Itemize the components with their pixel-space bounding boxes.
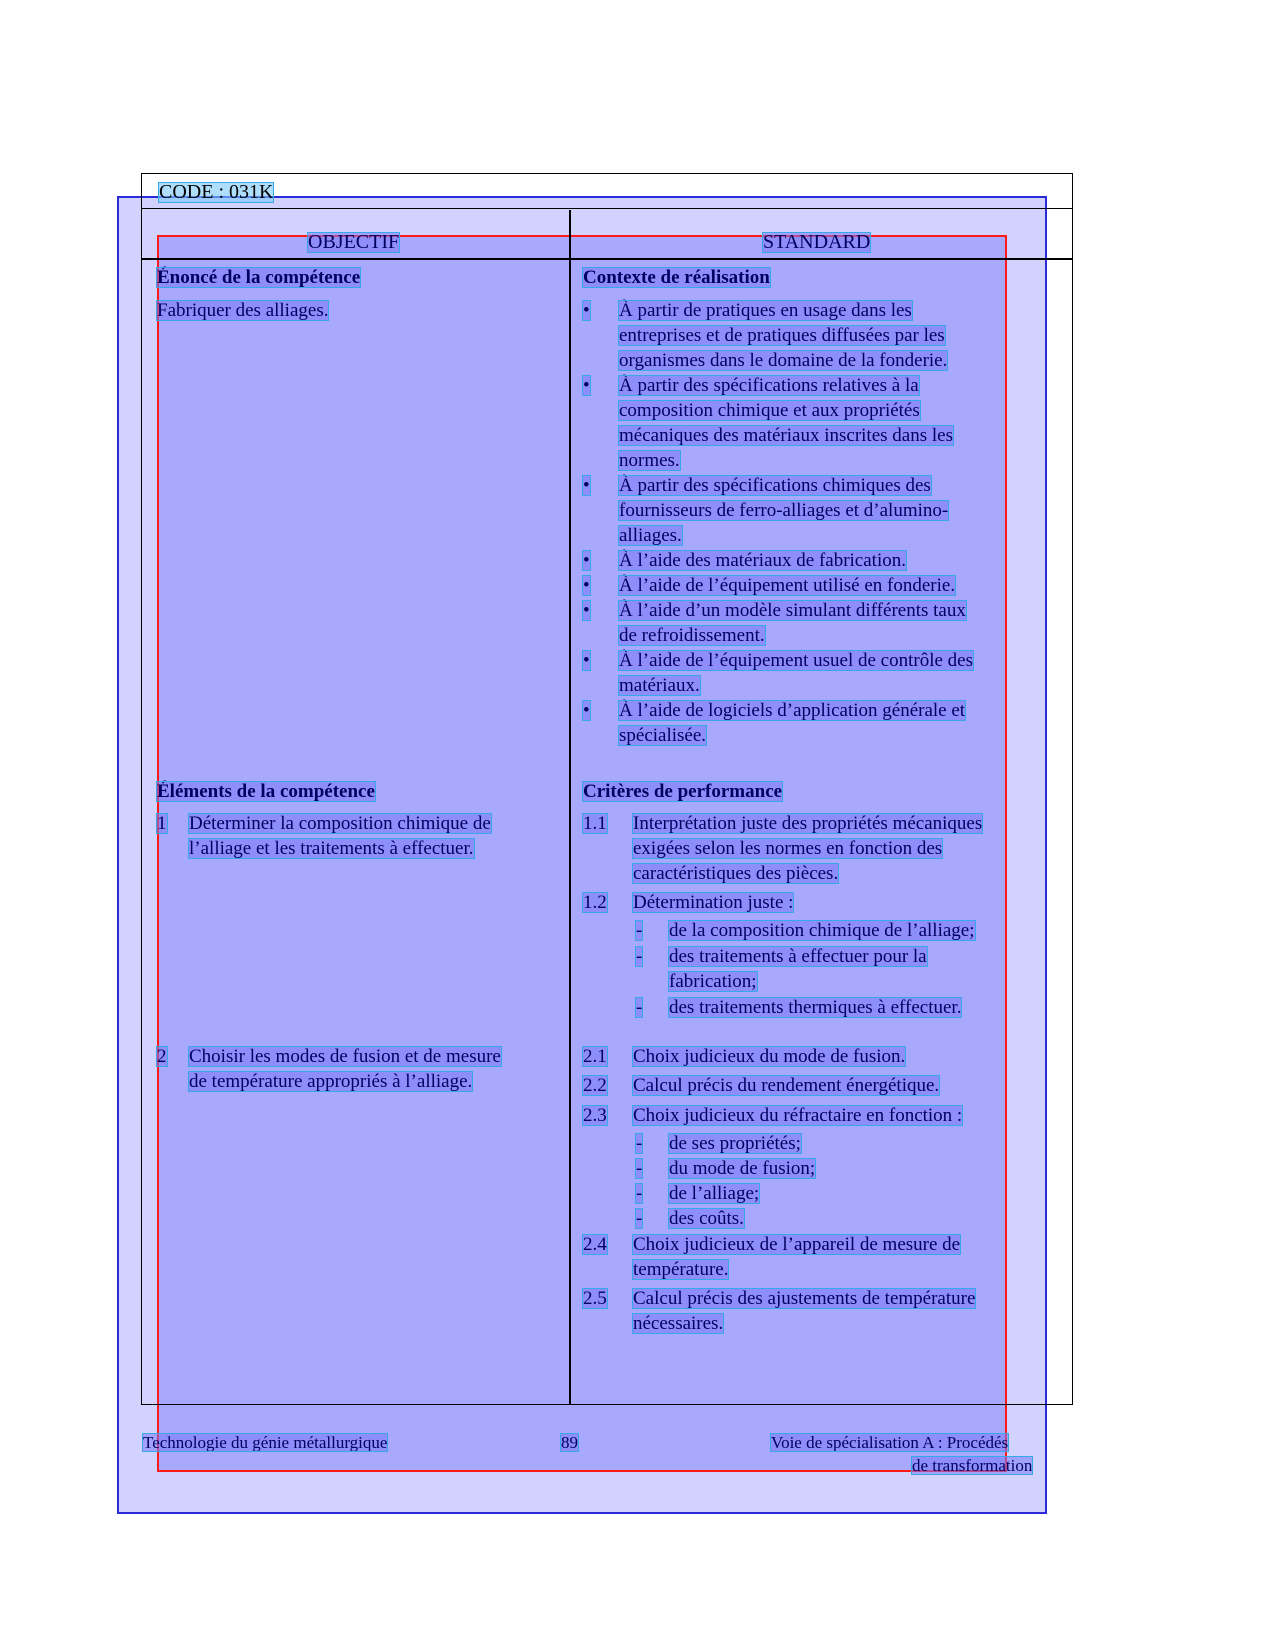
element-line: Déterminer la composition chimique de bbox=[189, 813, 491, 834]
footer-left: Technologie du génie métallurgique bbox=[143, 1433, 388, 1452]
column-header-objectif: OBJECTIF bbox=[308, 231, 400, 253]
context-line: À partir de pratiques en usage dans les bbox=[619, 300, 912, 321]
sub-criterion-line: de l’alliage; bbox=[669, 1183, 760, 1204]
criterion-line: exigées selon les normes en fonction des bbox=[633, 838, 943, 859]
context-line: mécaniques des matériaux inscrites dans les bbox=[619, 425, 953, 446]
code-divider bbox=[141, 208, 1073, 209]
context-line: À l’aide d’un modèle simulant différents taux bbox=[619, 600, 966, 621]
bullet-marker: • bbox=[583, 650, 590, 671]
context-line: entreprises et de pratiques diffusées par les bbox=[619, 325, 945, 346]
context-line: fournisseurs de ferro-alliages et d’alumino- bbox=[619, 500, 949, 521]
section-title-elements: Éléments de la compétence bbox=[157, 781, 375, 802]
sub-criterion-line: des traitements à effectuer pour la bbox=[669, 946, 927, 967]
criterion-number: 2.1 bbox=[583, 1046, 607, 1067]
criterion-number: 2.3 bbox=[583, 1105, 607, 1126]
dash-marker: - bbox=[636, 1208, 643, 1229]
criterion-number: 1.1 bbox=[583, 813, 607, 834]
context-line: À l’aide de logiciels d’application générale et bbox=[619, 700, 966, 721]
criterion-line: Choix judicieux du mode de fusion. bbox=[633, 1046, 906, 1067]
criterion-line: nécessaires. bbox=[633, 1313, 724, 1334]
bullet-marker: • bbox=[583, 475, 590, 496]
dash-marker: - bbox=[636, 1133, 643, 1154]
criterion-line: Détermination juste : bbox=[633, 892, 794, 913]
criterion-line: Choix judicieux de l’appareil de mesure de bbox=[633, 1234, 961, 1255]
context-line: composition chimique et aux propriétés bbox=[619, 400, 920, 421]
context-line: À l’aide des matériaux de fabrication. bbox=[619, 550, 906, 571]
element-line: de température appropriés à l’alliage. bbox=[189, 1071, 473, 1092]
context-line: matériaux. bbox=[619, 675, 700, 696]
footer-right-line1: Voie de spécialisation A : Procédés bbox=[771, 1433, 1009, 1452]
section-title-criteres: Critères de performance bbox=[583, 781, 783, 802]
document-code: CODE : 031K bbox=[159, 181, 274, 203]
context-line: À partir des spécifications chimiques des bbox=[619, 475, 931, 496]
section-title-enonce: Énoncé de la compétence bbox=[157, 267, 361, 288]
criterion-number: 2.4 bbox=[583, 1234, 607, 1255]
criterion-line: Calcul précis du rendement énergétique. bbox=[633, 1075, 940, 1096]
bullet-marker: • bbox=[583, 575, 590, 596]
bullet-marker: • bbox=[583, 700, 590, 721]
sub-criterion-line: fabrication; bbox=[669, 971, 757, 992]
competence-statement: Fabriquer des alliages. bbox=[157, 300, 329, 321]
sub-criterion-line: des traitements thermiques à effectuer. bbox=[669, 997, 962, 1018]
page-number: 89 bbox=[561, 1433, 578, 1452]
dash-marker: - bbox=[636, 1183, 643, 1204]
dash-marker: - bbox=[636, 997, 643, 1018]
column-header-standard: STANDARD bbox=[763, 231, 871, 253]
context-line: À l’aide de l’équipement utilisé en fonderie. bbox=[619, 575, 956, 596]
context-line: spécialisée. bbox=[619, 725, 707, 746]
bullet-marker: • bbox=[583, 550, 590, 571]
sub-criterion-line: des coûts. bbox=[669, 1208, 744, 1229]
element-number: 2 bbox=[157, 1046, 167, 1067]
footer-right-line2: de transformation bbox=[912, 1456, 1033, 1475]
context-line: À l’aide de l’équipement usuel de contrôle des bbox=[619, 650, 974, 671]
element-number: 1 bbox=[157, 813, 167, 834]
context-line: de refroidissement. bbox=[619, 625, 765, 646]
criterion-line: Interprétation juste des propriétés mécaniques bbox=[633, 813, 983, 834]
section-title-contexte: Contexte de réalisation bbox=[583, 267, 770, 288]
sub-criterion-line: de la composition chimique de l’alliage; bbox=[669, 920, 975, 941]
header-divider bbox=[141, 258, 1073, 260]
element-line: Choisir les modes de fusion et de mesure bbox=[189, 1046, 501, 1067]
criterion-line: Choix judicieux du réfractaire en fonction : bbox=[633, 1105, 963, 1126]
criterion-number: 2.2 bbox=[583, 1075, 607, 1096]
criterion-line: température. bbox=[633, 1259, 729, 1280]
context-line: À partir des spécifications relatives à la bbox=[619, 375, 919, 396]
criterion-number: 2.5 bbox=[583, 1288, 607, 1309]
bullet-marker: • bbox=[583, 375, 590, 396]
dash-marker: - bbox=[636, 946, 643, 967]
context-line: organismes dans le domaine de la fonderie. bbox=[619, 350, 948, 371]
dash-marker: - bbox=[636, 920, 643, 941]
criterion-number: 1.2 bbox=[583, 892, 607, 913]
dash-marker: - bbox=[636, 1158, 643, 1179]
context-line: alliages. bbox=[619, 525, 682, 546]
sub-criterion-line: du mode de fusion; bbox=[669, 1158, 816, 1179]
sub-criterion-line: de ses propriétés; bbox=[669, 1133, 801, 1154]
bullet-marker: • bbox=[583, 600, 590, 621]
criterion-line: caractéristiques des pièces. bbox=[633, 863, 839, 884]
column-divider bbox=[569, 210, 571, 1405]
context-line: normes. bbox=[619, 450, 680, 471]
element-line: l’alliage et les traitements à effectuer. bbox=[189, 838, 474, 859]
bullet-marker: • bbox=[583, 300, 590, 321]
criterion-line: Calcul précis des ajustements de température bbox=[633, 1288, 976, 1309]
